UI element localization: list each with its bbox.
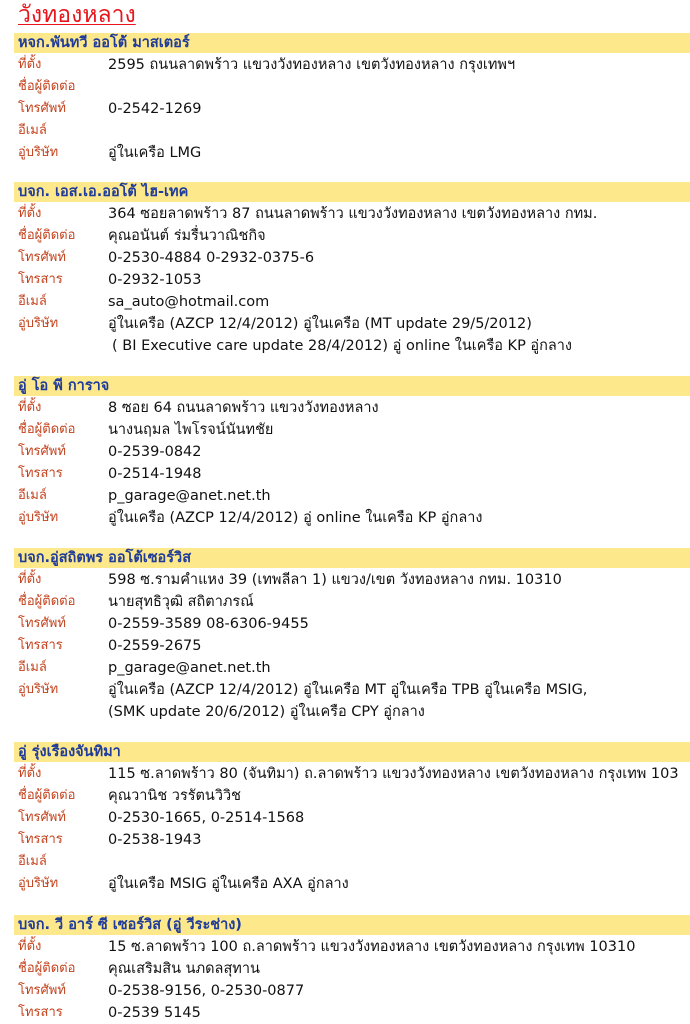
fax-row — [0, 1002, 690, 1024]
address-label: ที่ตั้ง — [18, 206, 42, 221]
contact-value: นายสุทธิวุฒิ สถิตาภรณ์ — [108, 594, 254, 610]
phone-label: โทรศัพท์ — [18, 444, 66, 459]
phone-value: 0-2539-0842 — [108, 444, 202, 460]
entry-header — [14, 548, 690, 568]
email-row — [0, 120, 690, 142]
company-label: อู่บริษัท — [18, 876, 59, 891]
email-row — [0, 485, 690, 507]
fax-value: 0-2559-2675 — [108, 638, 202, 654]
company-row-continued — [0, 701, 690, 723]
company-label: อู่บริษัท — [18, 316, 59, 331]
phone-row — [0, 247, 690, 269]
address-label: ที่ตั้ง — [18, 400, 42, 415]
email-label: อีเมล์ — [18, 854, 47, 869]
address-value: 2595 ถนนลาดพร้าว แขวงวังทองหลาง เขตวังทองหลาง กรุงเทพฯ — [108, 57, 516, 73]
email-label: อีเมล์ — [18, 123, 47, 138]
address-value: 8 ซอย 64 ถนนลาดพร้าว แขวงวังทองหลาง — [108, 400, 379, 416]
contact-label: ชื่อผู้ติดต่อ — [18, 228, 76, 243]
fax-value: 0-2538-1943 — [108, 832, 202, 848]
company-row — [0, 142, 690, 164]
phone-label: โทรศัพท์ — [18, 101, 66, 116]
phone-label: โทรศัพท์ — [18, 616, 66, 631]
company-row — [0, 507, 690, 529]
company-value: อู่ในเครือ (AZCP 12/4/2012) อู่ในเครือ (MT update 29/5/2012) — [108, 316, 532, 332]
entry-header — [14, 376, 690, 396]
contact-value: คุณวานิช วรรัตนวิวิช — [108, 788, 241, 804]
contact-row — [0, 225, 690, 247]
company-row — [0, 679, 690, 701]
entry-name: อู่ รุ่งเรืองจันทิมา — [18, 744, 121, 760]
email-label: อีเมล์ — [18, 294, 47, 309]
entry-name: หจก.พันทวี ออโต้ มาสเตอร์ — [18, 35, 190, 51]
email-value: p_garage@anet.net.th — [108, 488, 271, 504]
contact-value: นางนฤมล ไพโรจน์นันทชัย — [108, 422, 274, 438]
contact-row — [0, 591, 690, 613]
address-row — [0, 203, 690, 225]
contact-row — [0, 785, 690, 807]
address-value: 598 ซ.รามคำแหง 39 (เทพลีลา 1) แขวง/เขต วังทองหลาง กทม. 10310 — [108, 572, 562, 588]
contact-label: ชื่อผู้ติดต่อ — [18, 422, 76, 437]
contact-row — [0, 76, 690, 98]
email-value: p_garage@anet.net.th — [108, 660, 271, 676]
company-label: อู่บริษัท — [18, 145, 59, 160]
entry-name: บจก. เอส.เอ.ออโต้ ไฮ-เทค — [18, 184, 189, 200]
address-row — [0, 54, 690, 76]
entry-header — [14, 182, 690, 202]
address-row — [0, 763, 690, 785]
entry-name: บจก.อู่สถิตพร ออโต้เซอร์วิส — [18, 550, 192, 566]
contact-label: ชื่อผู้ติดต่อ — [18, 594, 76, 609]
phone-label: โทรศัพท์ — [18, 983, 66, 998]
address-label: ที่ตั้ง — [18, 57, 42, 72]
phone-value: 0-2538-9156, 0-2530-0877 — [108, 983, 305, 999]
address-row — [0, 397, 690, 419]
contact-label: ชื่อผู้ติดต่อ — [18, 788, 76, 803]
email-label: อีเมล์ — [18, 660, 47, 675]
company-value: อู่ในเครือ (AZCP 12/4/2012) อู่ในเครือ MT อู่ในเครือ TPB อู่ในเครือ MSIG, — [108, 682, 588, 698]
fax-label: โทรสาร — [18, 832, 63, 847]
phone-row — [0, 613, 690, 635]
company-value: อู่ในเครือ MSIG อู่ในเครือ AXA อู่กลาง — [108, 876, 349, 892]
address-value: 15 ซ.ลาดพร้าว 100 ถ.ลาดพร้าว แขวงวังทองหลาง เขตวังทองหลาง กรุงเทพ 10310 — [108, 939, 636, 955]
fax-label: โทรสาร — [18, 466, 63, 481]
phone-value: 0-2559-3589 08-6306-9455 — [108, 616, 309, 632]
company-row-continued — [0, 335, 690, 357]
fax-value: 0-2514-1948 — [108, 466, 202, 482]
phone-row — [0, 98, 690, 120]
contact-value: คุณอนันต์ ร่มรื่นวาณิชกิจ — [108, 228, 266, 244]
address-value: 115 ซ.ลาดพร้าว 80 (จันทิมา) ถ.ลาดพร้าว แขวงวังทองหลาง เขตวังทองหลาง กรุงเทพ 103 — [108, 766, 679, 782]
contact-row — [0, 419, 690, 441]
company-value-continued: (SMK update 20/6/2012) อู่ในเครือ CPY อู่กลาง — [108, 704, 425, 720]
entry-header — [14, 742, 690, 762]
email-value: sa_auto@hotmail.com — [108, 294, 270, 310]
fax-label: โทรสาร — [18, 1005, 63, 1020]
company-label: อู่บริษัท — [18, 510, 59, 525]
address-row — [0, 936, 690, 958]
fax-value: 0-2539 5145 — [108, 1005, 201, 1021]
fax-row — [0, 463, 690, 485]
company-row — [0, 313, 690, 335]
entry-name: บจก. วี อาร์ ซี เซอร์วิส (อู่ วีระช่าง) — [18, 917, 242, 933]
phone-label: โทรศัพท์ — [18, 810, 66, 825]
company-row — [0, 873, 690, 895]
address-label: ที่ตั้ง — [18, 572, 42, 587]
fax-label: โทรสาร — [18, 638, 63, 653]
email-row — [0, 657, 690, 679]
contact-row — [0, 958, 690, 980]
phone-value: 0-2530-4884 0-2932-0375-6 — [108, 250, 315, 266]
entry-name: อู่ โอ พี การาจ — [18, 378, 110, 394]
address-label: ที่ตั้ง — [18, 939, 42, 954]
phone-value: 0-2542-1269 — [108, 101, 202, 117]
address-label: ที่ตั้ง — [18, 766, 42, 781]
phone-row — [0, 980, 690, 1002]
address-row — [0, 569, 690, 591]
fax-row — [0, 635, 690, 657]
phone-row — [0, 807, 690, 829]
fax-row — [0, 269, 690, 291]
email-row — [0, 291, 690, 313]
phone-row — [0, 441, 690, 463]
email-label: อีเมล์ — [18, 488, 47, 503]
phone-value: 0-2530-1665, 0-2514-1568 — [108, 810, 305, 826]
contact-label: ชื่อผู้ติดต่อ — [18, 961, 76, 976]
entry-header — [14, 915, 690, 935]
contact-value: คุณเสริมสิน นภดลสุทาน — [108, 961, 260, 977]
email-row — [0, 851, 690, 873]
company-label: อู่บริษัท — [18, 682, 59, 697]
fax-label: โทรสาร — [18, 272, 63, 287]
address-value: 364 ซอยลาดพร้าว 87 ถนนลาดพร้าว แขวงวังทองหลาง เขตวังทองหลาง กทม. — [108, 206, 598, 222]
company-value: อู่ในเครือ LMG — [108, 145, 202, 161]
fax-value: 0-2932-1053 — [108, 272, 202, 288]
company-value: อู่ในเครือ (AZCP 12/4/2012) อู่ online ในเครือ KP อู่กลาง — [108, 510, 483, 526]
page-title: วังทองหลาง — [18, 2, 136, 28]
company-value-continued: ( BI Executive care update 28/4/2012) อู่ online ในเครือ KP อู่กลาง — [112, 338, 573, 354]
phone-label: โทรศัพท์ — [18, 250, 66, 265]
contact-label: ชื่อผู้ติดต่อ — [18, 79, 76, 94]
fax-row — [0, 829, 690, 851]
entry-header — [14, 33, 690, 53]
